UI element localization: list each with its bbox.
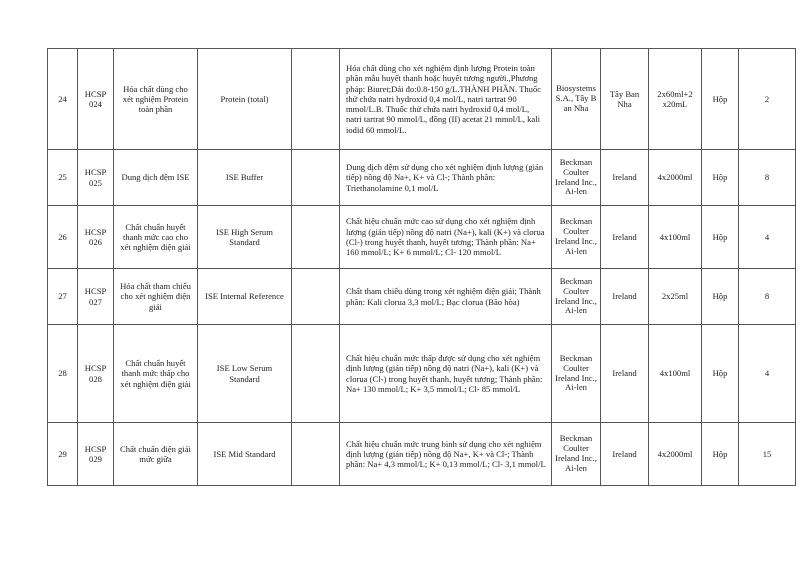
quantity: 4	[739, 325, 796, 423]
unit: Hộp	[702, 423, 739, 486]
manufacturer: Beckman Coulter Ireland Inc., Ai-len	[552, 150, 601, 206]
product-description: Hóa chất dùng cho xét nghiệm định lượng Protein toàn phần mẫu huyết thanh hoặc huyết tương người.,Phương pháp: Biuret;Dải đo:0.8-150 g/L.THÀNH PHẦN. Thuốc thử chứa natri hydroxid 0,4 mol/L, natri tartrat 90 mmol/L.B. Thuốc thử chứa natri hydroxid 0,4 mol/L, natri tartrat 90 mmol/L, đồng (II) acetat 21 mmol/L, kali iodid 60 mmol/L.	[340, 49, 552, 150]
quantity: 8	[739, 150, 796, 206]
product-name: Chất chuẩn huyết thanh mức thấp cho xét nghiệm điện giải	[114, 325, 198, 423]
table-row	[48, 325, 796, 423]
row-number: 26	[48, 206, 78, 269]
table-row	[48, 269, 796, 325]
unit: Hộp	[702, 206, 739, 269]
spec-cell	[292, 269, 340, 325]
product-description: Chất tham chiếu dùng trong xét nghiệm điện giải; Thành phần: Kali clorua 3,3 mol/L; Bạc clorua (Bão hòa)	[340, 269, 552, 325]
unit: Hộp	[702, 325, 739, 423]
packaging: 2x25ml	[649, 269, 702, 325]
unit: Hộp	[702, 269, 739, 325]
origin-country: Ireland	[601, 325, 649, 423]
row-number: 24	[48, 49, 78, 150]
table-row	[48, 49, 796, 150]
quantity: 8	[739, 269, 796, 325]
spec-cell	[292, 206, 340, 269]
product-description: Chất hiệu chuẩn mức trung bình sử dụng cho xét nghiệm định lượng (gián tiếp) nồng độ Na+, K+ và Cl-; Thành phần: Na+ 4,3 mmol/L; K+ 0,13 mmol/L; Cl- 3,1 mmol/L	[340, 423, 552, 486]
product-description: Dung dịch đệm sử dụng cho xét nghiệm định lượng (gián tiếp) nồng độ Na+, K+ và Cl-; Thành phần: Triethanolamine 0,1 mol/L	[340, 150, 552, 206]
origin-country: Tây Ban Nha	[601, 49, 649, 150]
quantity: 15	[739, 423, 796, 486]
quantity: 4	[739, 206, 796, 269]
unit: Hộp	[702, 49, 739, 150]
row-number: 27	[48, 269, 78, 325]
manufacturer: Biosystems S.A., Tây Ban Nha	[552, 49, 601, 150]
trade-name: ISE Mid Standard	[198, 423, 292, 486]
manufacturer: Beckman Coulter Ireland Inc., Ai-len	[552, 206, 601, 269]
manufacturer: Beckman Coulter Ireland Inc., Ai-len	[552, 423, 601, 486]
spec-cell	[292, 423, 340, 486]
packaging: 4x2000ml	[649, 150, 702, 206]
row-number: 29	[48, 423, 78, 486]
table-row	[48, 206, 796, 269]
product-description: Chất hiệu chuẩn mức thấp được sử dụng cho xét nghiệm định lượng (gián tiếp) nồng độ natri (Na+), kali (K+) và clorua (Cl-) trong huyết thanh, huyết tương; Thành phần: Na+ 130 mmol/L; K+ 3,5 mmol/L; Cl- 85 mmol/L	[340, 325, 552, 423]
spec-cell	[292, 150, 340, 206]
trade-name: ISE Internal Reference	[198, 269, 292, 325]
product-name: Hóa chất tham chiếu cho xét nghiệm điện giải	[114, 269, 198, 325]
product-name: Hóa chất dùng cho xét nghiệm Protein toàn phần	[114, 49, 198, 150]
trade-name: ISE Low Serum Standard	[198, 325, 292, 423]
packaging: 4x100ml	[649, 206, 702, 269]
reagent-table	[47, 48, 796, 486]
origin-country: Ireland	[601, 269, 649, 325]
origin-country: Ireland	[601, 150, 649, 206]
product-name: Dung dịch đệm ISE	[114, 150, 198, 206]
product-code: HCSP 028	[78, 325, 114, 423]
product-name: Chất chuẩn điện giải mức giữa	[114, 423, 198, 486]
spec-cell	[292, 49, 340, 150]
manufacturer: Beckman Coulter Ireland Inc., Ai-len	[552, 325, 601, 423]
product-code: HCSP 029	[78, 423, 114, 486]
row-number: 25	[48, 150, 78, 206]
table-row	[48, 423, 796, 486]
trade-name: ISE Buffer	[198, 150, 292, 206]
unit: Hộp	[702, 150, 739, 206]
row-number: 28	[48, 325, 78, 423]
quantity: 2	[739, 49, 796, 150]
product-code: HCSP 026	[78, 206, 114, 269]
product-code: HCSP 027	[78, 269, 114, 325]
origin-country: Ireland	[601, 423, 649, 486]
packaging: 4x100ml	[649, 325, 702, 423]
manufacturer: Beckman Coulter Ireland Inc., Ai-len	[552, 269, 601, 325]
product-description: Chất hiệu chuẩn mức cao sử dụng cho xét nghiệm định lượng (gián tiếp) nồng độ natri (Na+), kali (K+) và clorua (Cl-) trong huyết thanh, huyết tương; Thành phần: Na+ 160 mmol/L; K+ 6 mmol/L; Cl- 120 mmol/L	[340, 206, 552, 269]
packaging: 4x2000ml	[649, 423, 702, 486]
product-code: HCSP 025	[78, 150, 114, 206]
trade-name: Protein (total)	[198, 49, 292, 150]
product-name: Chất chuẩn huyết thanh mức cao cho xét nghiệm điện giải	[114, 206, 198, 269]
product-code: HCSP 024	[78, 49, 114, 150]
table-row	[48, 150, 796, 206]
trade-name: ISE High Serum Standard	[198, 206, 292, 269]
packaging: 2x60ml+2 x20mL	[649, 49, 702, 150]
spec-cell	[292, 325, 340, 423]
origin-country: Ireland	[601, 206, 649, 269]
